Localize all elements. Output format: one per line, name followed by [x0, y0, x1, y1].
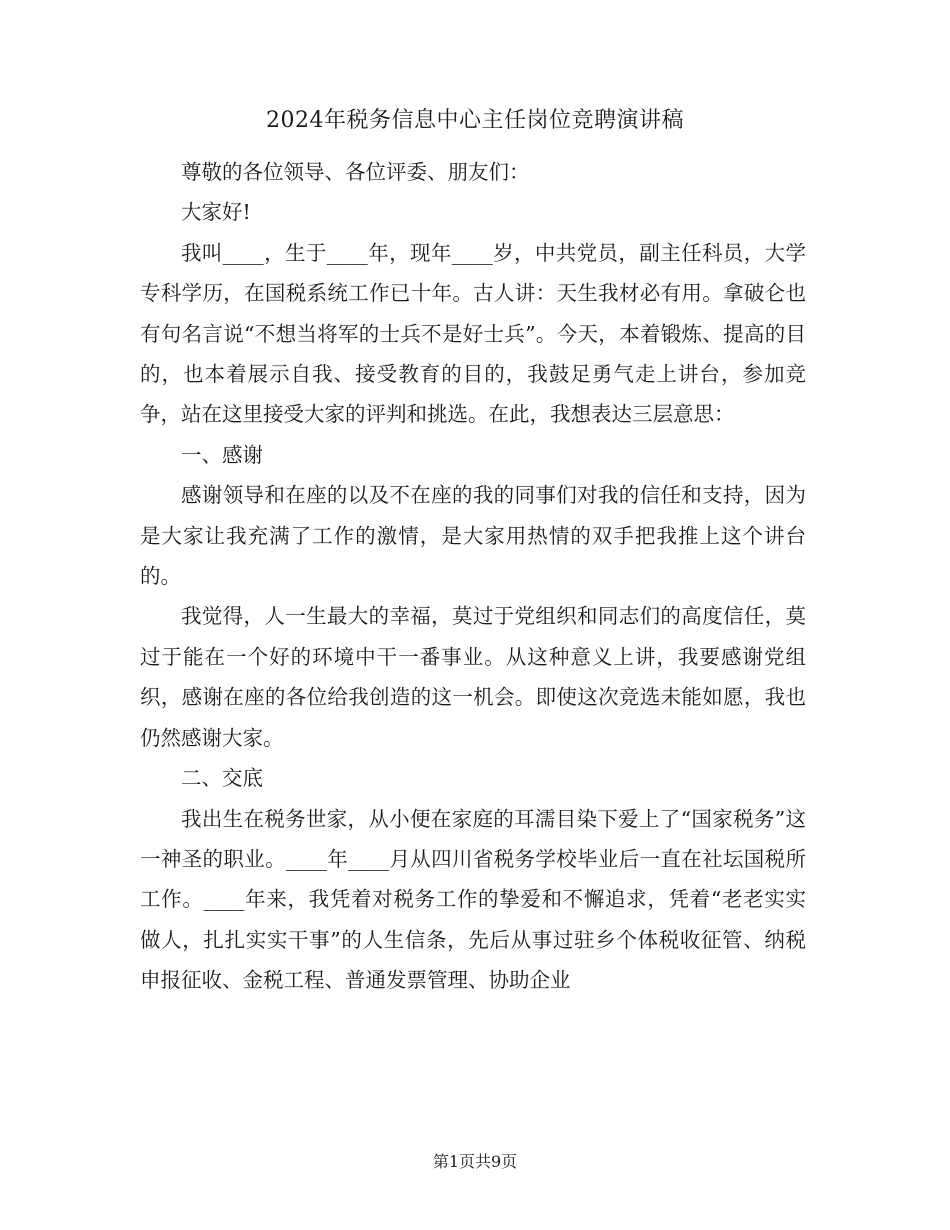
document-title: 2024年税务信息中心主任岗位竞聘演讲稿 [266, 108, 684, 133]
background-paragraph: 我出生在税务世家，从小便在家庭的耳濡目染下爱上了“国家税务”这一神圣的职业。____年____月从四川省税务学校毕业后一直在社坛国税所工作。____年来，我凭着对税务工作的挚爱和不懈追求，凭着“老老实实做人，扎扎实实干事”的人生信条，先后从事过驻乡个体税收征管、纳税申报征收、金税工程、普通发票管理、协助企业 [140, 806, 806, 993]
section-heading-background: 二、交底 [181, 766, 263, 791]
document-body [140, 152, 806, 1001]
section-heading-thanks: 一、感谢 [181, 442, 263, 467]
salutation-paragraph: 尊敬的各位领导、各位评委、朋友们： [181, 160, 530, 184]
intro-paragraph: 我叫____，生于____年，现年____岁，中共党员，副主任科员，大学专科学历，在国税系统工作已十年。古人讲：天生我材必有用。拿破仑也有句名言说“不想当将军的士兵不是好士兵”。今天，本着锻炼、提高的目的，也本着展示自我、接受教育的目的，我鼓足勇气走上讲台，参加竞争，站在这里接受大家的评判和挑选。在此，我想表达三层意思： [140, 240, 806, 427]
thanks-paragraph-1: 感谢领导和在座的以及不在座的我的同事们对我的信任和支持，因为是大家让我充满了工作的激情，是大家用热情的双手把我推上这个讲台的。 [140, 483, 806, 589]
thanks-paragraph-2: 我觉得，人一生最大的幸福，莫过于党组织和同志们的高度信任，莫过于能在一个好的环境中干一番事业。从这种意义上讲，我要感谢党组织，感谢在座的各位给我创造的这一机会。即使这次竞选未能如愿，我也仍然感谢大家。 [140, 604, 806, 750]
greeting-paragraph: 大家好! [181, 200, 251, 225]
page-indicator: 第1页共9页 [432, 1152, 518, 1171]
